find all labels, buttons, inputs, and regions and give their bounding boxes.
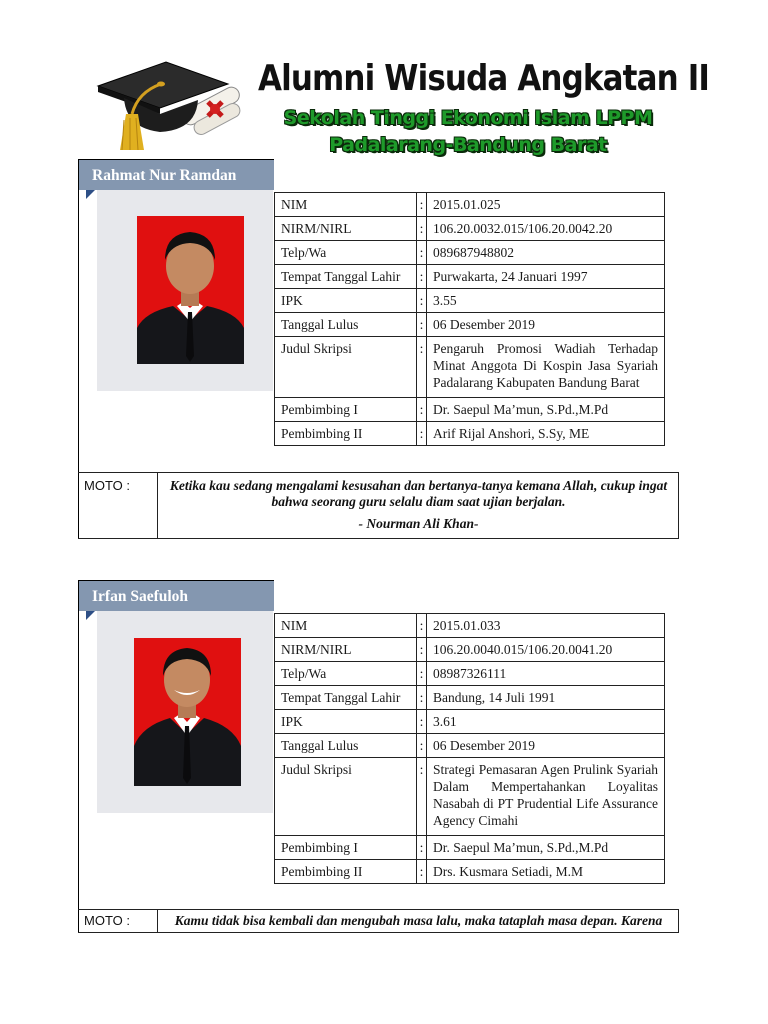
field-label: Pembimbing I (275, 836, 417, 860)
card-border (78, 580, 79, 932)
field-separator: : (417, 241, 427, 265)
field-separator: : (417, 638, 427, 662)
moto-label: MOTO : (78, 910, 158, 932)
table-row (275, 217, 665, 241)
field-value-pembimbing1: Dr. Saepul Ma’mun, S.Pd.,M.Pd (427, 836, 665, 860)
field-separator: : (417, 758, 427, 836)
field-value-skripsi: Pengaruh Promosi Wadiah Terhadap Minat Anggota Di Kospin Jasa Syariah Padalarang Kabupaten Bandung Barat (427, 337, 665, 398)
field-label: Tanggal Lulus (275, 734, 417, 758)
field-value-ttl: Bandung, 14 Juli 1991 (427, 686, 665, 710)
table-row (275, 241, 665, 265)
field-separator: : (417, 836, 427, 860)
table-row (275, 638, 665, 662)
alumni-info-table (274, 613, 665, 884)
graduation-cap-icon (88, 58, 258, 163)
tab-corner-decoration (86, 611, 95, 620)
moto-row (78, 909, 679, 933)
table-row (275, 337, 665, 398)
field-label: Telp/Wa (275, 241, 417, 265)
table-row (275, 686, 665, 710)
field-value-nim: 2015.01.025 (427, 193, 665, 217)
table-row (275, 193, 665, 217)
alumni-info-table (274, 192, 665, 446)
alumni-name: Irfan Saefuloh (78, 580, 274, 611)
field-label: NIRM/NIRL (275, 217, 417, 241)
field-separator: : (417, 734, 427, 758)
field-separator: : (417, 860, 427, 884)
table-row (275, 313, 665, 337)
alumni-photo (134, 638, 241, 786)
field-separator: : (417, 398, 427, 422)
field-value-pembimbing1: Dr. Saepul Ma’mun, S.Pd.,M.Pd (427, 398, 665, 422)
table-row (275, 265, 665, 289)
field-separator: : (417, 265, 427, 289)
page-subtitle-location: Padalarang-Bandung Barat (329, 134, 607, 156)
field-separator: : (417, 313, 427, 337)
field-separator: : (417, 337, 427, 398)
moto-author: - Nourman Ali Khan- (358, 516, 479, 531)
field-label: NIRM/NIRL (275, 638, 417, 662)
field-label: Tempat Tanggal Lahir (275, 265, 417, 289)
field-separator: : (417, 289, 427, 313)
field-separator: : (417, 662, 427, 686)
tab-corner-decoration (86, 190, 95, 199)
alumni-photo (137, 216, 244, 364)
field-value-ipk: 3.55 (427, 289, 665, 313)
field-separator: : (417, 422, 427, 446)
table-row (275, 614, 665, 638)
photo-frame (97, 611, 273, 813)
field-label: Pembimbing II (275, 860, 417, 884)
field-separator: : (417, 614, 427, 638)
field-value-nim: 2015.01.033 (427, 614, 665, 638)
moto-label: MOTO : (78, 473, 158, 538)
field-value-pembimbing2: Arif Rijal Anshori, S.Sy, ME (427, 422, 665, 446)
table-row (275, 422, 665, 446)
table-row (275, 289, 665, 313)
field-value-pembimbing2: Drs. Kusmara Setiadi, M.M (427, 860, 665, 884)
field-label: Tanggal Lulus (275, 313, 417, 337)
table-row (275, 734, 665, 758)
field-label: Judul Skripsi (275, 758, 417, 836)
field-label: IPK (275, 289, 417, 313)
field-value-nirm: 106.20.0032.015/106.20.0042.20 (427, 217, 665, 241)
field-value-lulus: 06 Desember 2019 (427, 734, 665, 758)
table-row (275, 758, 665, 836)
moto-quote: Kamu tidak bisa kembali dan mengubah masa lalu, maka tataplah masa depan. Karena (174, 913, 663, 928)
field-label: Pembimbing II (275, 422, 417, 446)
field-label: Pembimbing I (275, 398, 417, 422)
table-row (275, 398, 665, 422)
moto-quote: Ketika kau sedang mengalami kesusahan dan bertanya-tanya kemana Allah, cukup ingat bahwa seorang guru selalu diam saat ujian berjalan. (169, 478, 668, 509)
field-label: NIM (275, 193, 417, 217)
field-value-ttl: Purwakarta, 24 Januari 1997 (427, 265, 665, 289)
field-value-lulus: 06 Desember 2019 (427, 313, 665, 337)
field-separator: : (417, 193, 427, 217)
field-separator: : (417, 217, 427, 241)
field-separator: : (417, 686, 427, 710)
field-value-telp: 08987326111 (427, 662, 665, 686)
page-header (0, 0, 768, 165)
field-label: Tempat Tanggal Lahir (275, 686, 417, 710)
field-label: Judul Skripsi (275, 337, 417, 398)
field-separator: : (417, 710, 427, 734)
moto-text (159, 473, 678, 532)
field-value-ipk: 3.61 (427, 710, 665, 734)
field-value-telp: 089687948802 (427, 241, 665, 265)
page-subtitle-institution: Sekolah Tinggi Ekonomi Islam LPPM (283, 107, 653, 129)
field-label: Telp/Wa (275, 662, 417, 686)
page-title: Alumni Wisuda Angkatan II (258, 58, 710, 99)
table-row (275, 662, 665, 686)
photo-frame (97, 190, 273, 391)
field-label: IPK (275, 710, 417, 734)
field-label: NIM (275, 614, 417, 638)
table-row (275, 860, 665, 884)
moto-row (78, 472, 679, 539)
table-row (275, 836, 665, 860)
alumni-name: Rahmat Nur Ramdan (78, 159, 274, 190)
moto-text (159, 910, 678, 929)
table-row (275, 710, 665, 734)
field-value-skripsi: Strategi Pemasaran Agen Prulink Syariah Dalam Mempertahankan Loyalitas Nasabah di PT Prudential Life Assurance Agency Cimahi (427, 758, 665, 836)
field-value-nirm: 106.20.0040.015/106.20.0041.20 (427, 638, 665, 662)
